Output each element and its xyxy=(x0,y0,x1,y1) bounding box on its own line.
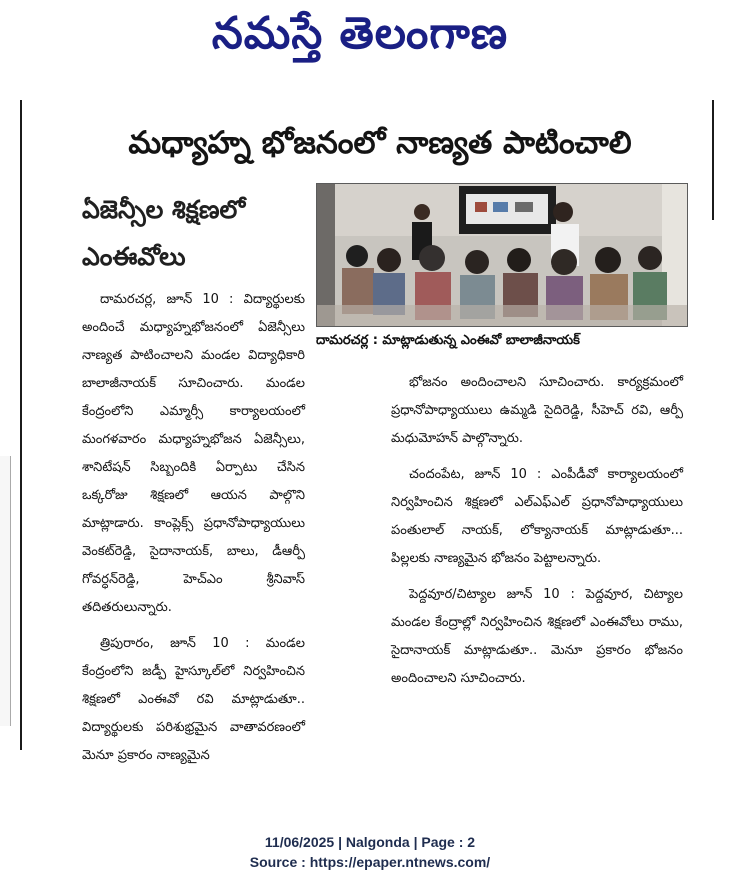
article-subheadline xyxy=(82,186,302,286)
column-2-paragraph-2: చందంపేట, జూన్ 10 : ఎంపీడీవో కార్యాలయంలో నిర్వహించిన శిక్షణలో ఎల్ఎఫ్ఎల్ ప్రధానోపాధ్యాయులు పంతులాల్ నాయక్, లోక్యానాయక్ మాట్లాడుతూ... పిల్లలకు నాణ్యమైన భోజనం పెట్టాలన్నారు. xyxy=(391,467,683,566)
left-edge-widget xyxy=(0,456,11,726)
left-column-rule xyxy=(20,100,22,750)
page-footer xyxy=(140,832,600,872)
column-1-paragraph-2: త్రిపురారం, జూన్ 10 : మండల కేంద్రంలోని జడ్పీ హైస్కూల్‌లో నిర్వహించిన శిక్షణలో ఎంఈవో రవి మాట్లాడుతూ.. విద్యార్థులకు పరిశుభ్రమైన వాతావరణంలో మెనూ ప్రకారం నాణ్యమైన xyxy=(82,636,305,763)
article-column-2 xyxy=(391,369,683,749)
column-2-paragraph-1: భోజనం అందించాలని సూచించారు. కార్యక్రమంలో ప్రధానోపాధ్యాయులు ఉమ్మడి సైదిరెడ్డి, సీహెచ్ రవి, ఆర్పీ మధుమోహన్ పాల్గొన్నారు. xyxy=(391,375,683,446)
article-column-1 xyxy=(82,286,305,763)
photo-caption: దామరచర్ల : మాట్లాడుతున్న ఎంఈవో బాలాజీనాయక్ xyxy=(316,333,580,348)
footer-date-location-page: 11/06/2025 | Nalgonda | Page : 2 xyxy=(264,834,476,850)
newspaper-masthead: నమస్తే తెలంగాణ xyxy=(211,8,509,59)
column-2-paragraph-3: పెద్దవూర/చిట్యాల జూన్ 10 : పెద్దవూర, చిట్యాల మండల కేంద్రాల్లో నిర్వహించిన శిక్షణలో ఎంఈవోలు రాము, సైదానాయక్ మాట్లాడుతూ.. మెనూ ప్రకారం భోజనం అందించాలని సూచించారు. xyxy=(391,587,683,686)
classroom-photo-illustration xyxy=(317,184,687,326)
footer-source: Source : https://epaper.ntnews.com/ xyxy=(249,854,491,870)
column-1-paragraph-1: దామరచర్ల, జూన్ 10 : విద్యార్థులకు అందించే మధ్యాహ్నభోజనంలో ఏజెన్సీలు నాణ్యత పాటించాలని మండల విద్యాధికారి బాలాజీనాయక్ సూచించారు. మండల కేంద్రంలోని ఎమ్మార్సీ కార్యాలయంలో మంగళవారం మధ్యాహ్నభోజన ఏజెన్సీలు, శానిటేషన్ సిబ్బందికి ఏర్పాటు చేసిన ఒక్కరోజు శిక్షణలో ఆయన పాల్గొని మాట్లాడారు. కాంప్లెక్స్ ప్రధానోపాధ్యాయులు వెంకట్‌రెడ్డి, సైదానాయక్, బాలు, డీఆర్పీ గోవర్ధన్‌రెడ్డి, హెచ్ఎం శ్రీనివాస్ తదితరులున్నారు. xyxy=(82,292,305,615)
subheadline-line-2: ఎంఈవోలు xyxy=(82,242,186,271)
right-column-rule xyxy=(712,100,714,220)
article-photo xyxy=(316,183,688,327)
article-headline: మధ్యాహ్న భోజనంలో నాణ్యత పాటించాలి xyxy=(128,124,632,161)
subheadline-line-1: ఏజెన్సీల శిక్షణలో xyxy=(82,195,246,224)
